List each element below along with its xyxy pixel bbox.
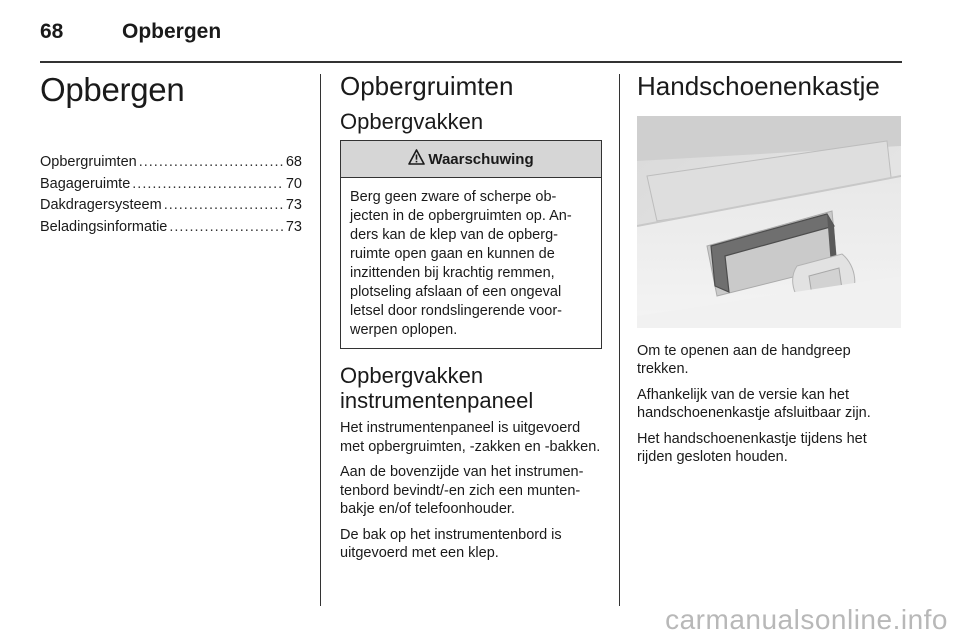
body-paragraph: Om te openen aan de handgreep trekken. (637, 342, 851, 378)
toc-item-page: 73 (285, 197, 302, 214)
column-divider (619, 74, 620, 606)
toc-item[interactable] (40, 174, 302, 196)
body-paragraph: Aan de bovenzijde van het instrumentenbord bevindt/-en zich een muntenbakje en/of telefoonhouder. (340, 464, 584, 518)
toc-leader (164, 195, 284, 217)
watermark: carmanualsonline.info (665, 604, 948, 635)
toc-item[interactable] (40, 217, 302, 239)
warning-line: plotseling afslaan of een ongeval (350, 284, 562, 301)
warning-box (340, 140, 602, 349)
toc-item[interactable] (40, 195, 302, 217)
column-storage (340, 72, 602, 570)
toc-item-page: 70 (285, 175, 302, 192)
warning-line: Berg geen zware of scherpe ob- (350, 189, 557, 206)
toc-item-label: Bagageruimte (40, 175, 131, 192)
column-glovebox (637, 72, 901, 474)
body-paragraph: Het instrumentenpaneel is uitgevoerd met opbergruimten, -zakken en -bakken. (340, 420, 601, 455)
column-divider (320, 74, 321, 606)
toc-item[interactable] (40, 152, 302, 174)
page-number: 68 (40, 20, 64, 43)
toc-item-label: Dakdragersysteem (40, 197, 162, 214)
column-contents (40, 72, 302, 238)
warning-line: ders kan de klep van de opberg- (350, 227, 558, 244)
section-title: Opbergruimten (340, 71, 514, 101)
subsection-title-line: Opbergvakken (340, 363, 484, 389)
subsection-title (340, 363, 602, 413)
toc-item-label: Beladingsinformatie (40, 218, 168, 235)
warning-heading: Waarschuwing (428, 150, 534, 168)
page-header (40, 16, 902, 60)
toc-item-label: Opbergruimten (40, 154, 137, 171)
subsection-title-line: instrumentenpaneel (340, 388, 534, 414)
body-paragraph: De bak op het instrumentenbord is uitgevoerd met een klep. (340, 526, 562, 562)
toc-item-page: 68 (285, 154, 302, 171)
section-title: Handschoenenkastje (637, 71, 880, 101)
header-rule (40, 61, 902, 63)
toc-leader (139, 152, 284, 174)
running-section-title: Opbergen (122, 20, 222, 43)
warning-triangle-icon (408, 149, 425, 169)
warning-line: ruimte open gaan en kunnen de (350, 246, 555, 263)
chapter-title: Opbergen (40, 71, 185, 108)
table-of-contents (40, 152, 302, 238)
warning-header (341, 141, 601, 178)
warning-line: inzittenden bij krachtig remmen, (350, 265, 555, 282)
warning-line: letsel door rondslingerende voor- (350, 303, 562, 320)
warning-line: jecten in de opbergruimten op. An- (350, 208, 572, 225)
warning-line: werpen oplopen. (350, 322, 458, 339)
warning-text (341, 178, 601, 348)
subsection-title: Opbergvakken (340, 108, 484, 134)
body-paragraph: Afhankelijk van de versie kan het handschoenenkastje afsluitbaar zijn. (637, 386, 871, 422)
toc-item-page: 73 (285, 218, 302, 235)
toc-leader (169, 217, 284, 239)
glovebox-illustration (637, 116, 901, 328)
body-paragraph: Het handschoenenkastje tijdens het rijden gesloten houden. (637, 430, 867, 466)
toc-leader (132, 174, 284, 196)
